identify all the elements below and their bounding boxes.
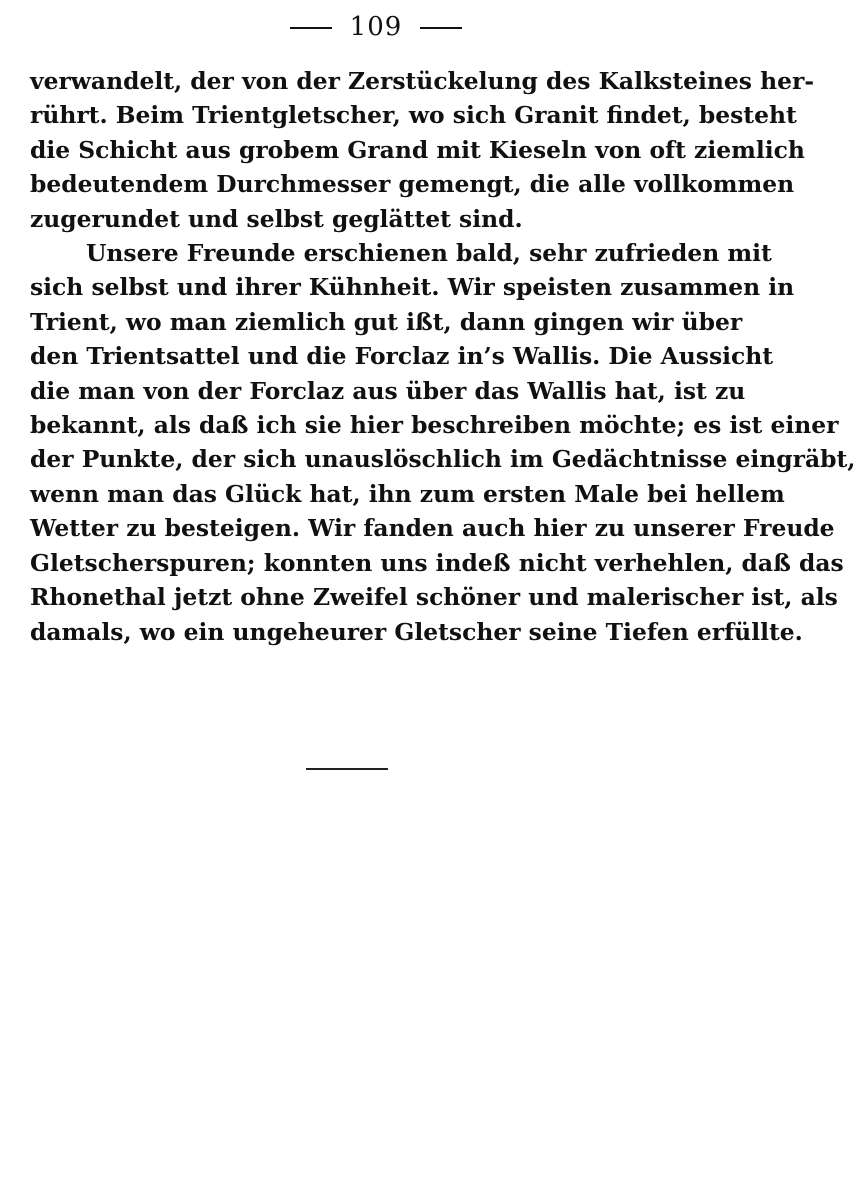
text-line: Gletscherspuren; konnten uns indeß nicht verhehlen, daß das <box>30 548 844 577</box>
text-line: Wetter zu besteigen. Wir fanden auch hier zu unserer Freude <box>30 514 835 543</box>
header-dash-left <box>290 27 332 29</box>
text-line: Trient, wo man ziemlich gut ißt, dann gingen wir über <box>30 307 743 336</box>
text-line: verwandelt, der von der Zerstückelung des Kalksteines her- <box>30 67 815 95</box>
header-dash-right <box>420 27 462 29</box>
text-line: zugerundet und selbst geglättet sind. <box>30 204 523 233</box>
text-line: die man von der Forclaz aus über das Wallis hat, ist zu <box>30 376 746 405</box>
section-divider <box>306 768 388 770</box>
paragraph-1 <box>30 64 815 236</box>
text-line: damals, wo ein ungeheurer Gletscher seine Tiefen erfüllte. <box>30 617 803 646</box>
text-line: den Trientsattel und die Forclaz in’s Wallis. Die Aussicht <box>30 342 774 371</box>
body-text <box>30 64 855 649</box>
text-line: bedeutendem Durchmesser gemengt, die alle vollkommen <box>30 170 795 199</box>
text-line: Unsere Freunde erschienen bald, sehr zufrieden mit <box>86 239 772 268</box>
text-line: bekannt, als daß ich sie hier beschreiben möchte; es ist einer <box>30 411 839 440</box>
text-line: rührt. Beim Trientgletscher, wo sich Granit findet, besteht <box>30 101 797 130</box>
text-line: die Schicht aus grobem Grand mit Kieseln von oft ziemlich <box>30 135 805 164</box>
text-line: wenn man das Glück hat, ihn zum ersten Male bei hellem <box>30 479 785 508</box>
text-line: der Punkte, der sich unauslöschlich im Gedächtnisse eingräbt, <box>30 445 855 474</box>
text-line: sich selbst und ihrer Kühnheit. Wir speisten zusammen in <box>30 273 795 302</box>
page-header <box>0 12 752 42</box>
paragraph-2 <box>30 236 855 649</box>
text-line: Rhonethal jetzt ohne Zweifel schöner und malerischer ist, als <box>30 583 838 612</box>
page-number: 109 <box>349 12 403 42</box>
